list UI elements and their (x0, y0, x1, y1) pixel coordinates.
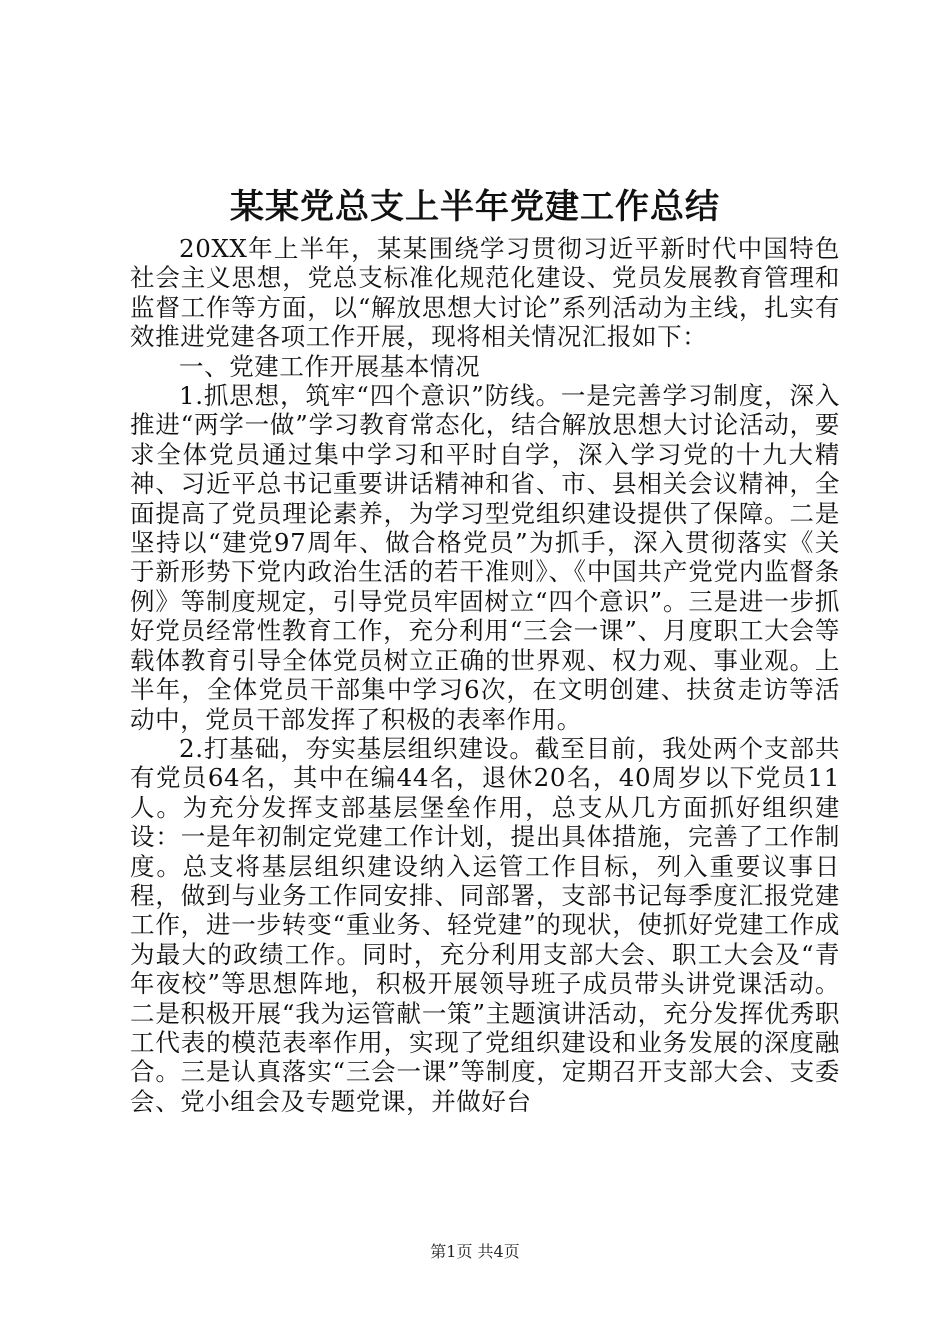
document-title: 某某党总支上半年党建工作总结 (230, 187, 720, 227)
body-paragraph: 1.抓思想，筑牢“四个意识”防线。一是完善学习制度，深入推进“两学一做”学习教育常态化，结合解放思想大讨论活动，要求全体党员通过集中学习和平时自学，深入学习党的十九大精神、习近平总书记重要讲话精神和省、市、县相关会议精神，全面提高了党员理论素养，为学习型党组织建设提供了保障。二是坚持以“建党97周年、做合格党员”为抓手，深入贯彻落实《关于新形势下党内政治生活的若干准则》、《中国共产党党内监督条例》等制度规定，引导党员牢固树立“四个意识”。三是进一步抓好党员经常性教育工作，充分利用“三会一课”、月度职工大会等载体教育引导全体党员树立正确的世界观、权力观、事业观。上半年，全体党员干部集中学习6次，在文明创建、扶贫走访等活动中，党员干部发挥了积极的表率作用。 (130, 381, 840, 734)
body-paragraph: 2.打基础，夯实基层组织建设。截至目前，我处两个支部共有党员64名，其中在编44名，退休20名，40周岁以下党员11人。为充分发挥支部基层堡垒作用，总支从几方面抓好组织建设：一是年初制定党建工作计划，提出具体措施，完善了工作制度。总支将基层组织建设纳入运管工作目标，列入重要议事日程，做到与业务工作同安排、同部署，支部书记每季度汇报党建工作，进一步转变“重业务、轻党建”的现状，使抓好党建工作成为最大的政绩工作。同时，充分利用支部大会、职工大会及“青年夜校”等思想阵地，积极开展领导班子成员带头讲党课活动。二是积极开展“我为运管献一策”主题演讲活动，充分发挥优秀职工代表的模范表率作用，实现了党组织建设和业务发展的深度融合。三是认真落实“三会一课”等制度，定期召开支部大会、支委会、党小组会及专题党课，并做好台 (130, 733, 840, 1116)
section-heading: 一、党建工作开展基本情况 (179, 351, 481, 381)
intro-paragraph: 20XX年上半年，某某围绕学习贯彻习近平新时代中国特色社会主义思想，党总支标准化规范化建设、党员发展教育管理和监督工作等方面，以“解放思想大讨论”系列活动为主线，扎实有效推进党建各项工作开展，现将相关情况汇报如下： (130, 234, 840, 352)
page-number-footer: 第1页 共4页 (430, 1242, 520, 1261)
document-body (130, 234, 840, 1116)
